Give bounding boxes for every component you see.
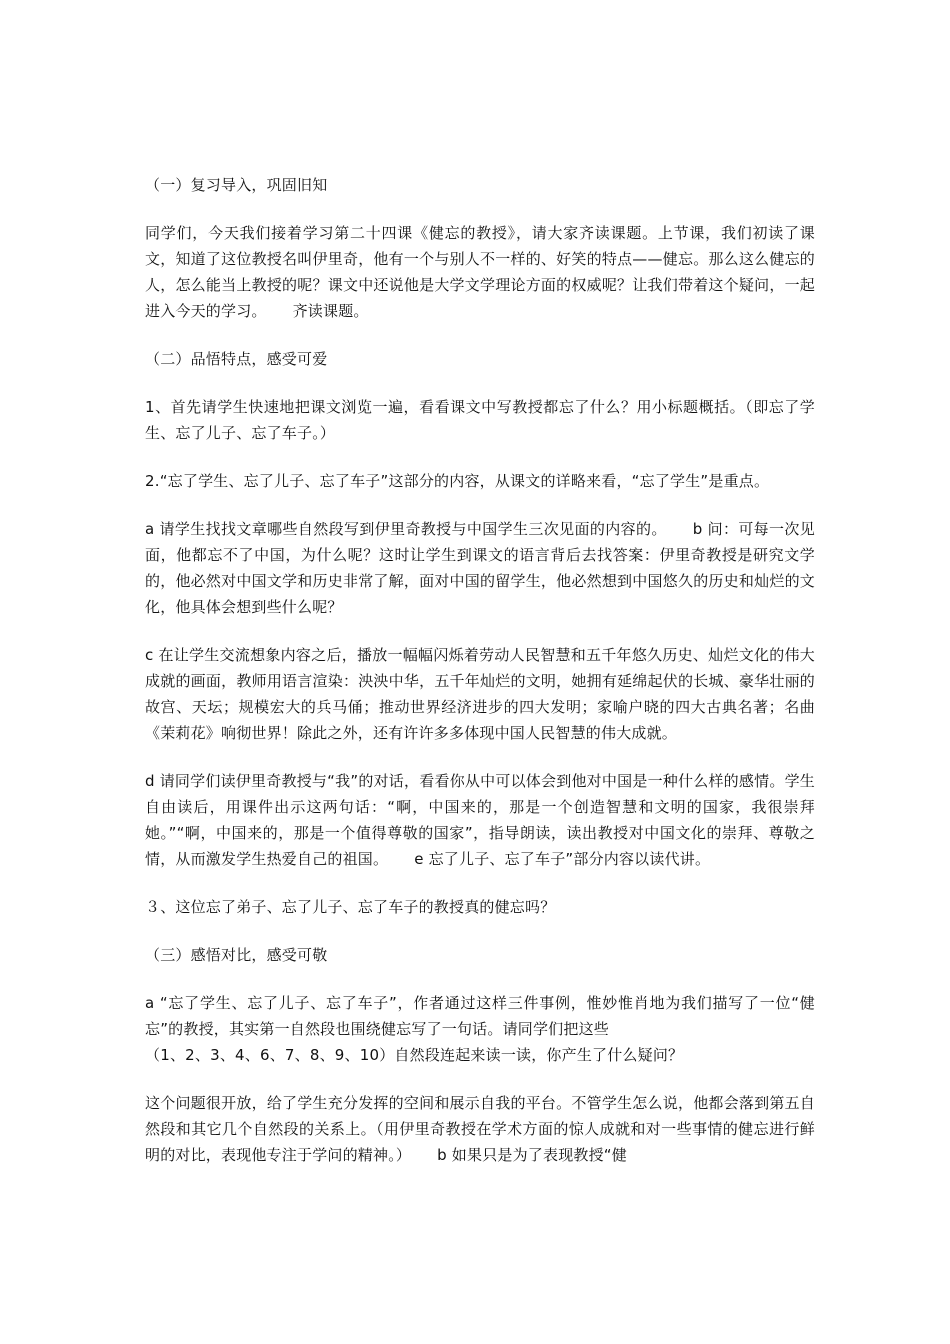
section3-item-a-line1: a “忘了学生、忘了儿子、忘了车子”，作者通过这样三件事例，惟妙惟肖地为我们描写了一位“健忘”的教授，其实第一自然段也围绕健忘写了一句话。请同学们把这些 <box>145 994 815 1038</box>
section2-heading: （二）品悟特点，感受可爱 <box>145 350 328 368</box>
section3-item-a-line2: （1、2、3、4、6、7、8、9、10）自然段连起来读一读，你产生了什么疑问？ <box>145 1046 684 1064</box>
item-2: 2.“忘了学生、忘了儿子、忘了车子”这部分的内容，从课文的详略来看，“忘了学生”是重点。 <box>145 472 770 490</box>
item-e-text: e 忘了儿子、忘了车子”部分内容以读代讲。 <box>414 850 711 868</box>
section1-paragraph <box>145 220 815 324</box>
item-c: c 在让学生交流想象内容之后，播放一幅幅闪烁着劳动人民智慧和五千年悠久历史、灿烂文化的伟大成就的画面，教师用语言渲染：泱泱中华，五千年灿烂的文明，她拥有延绵起伏的长城、豪华壮丽的故宫、天坛；规模宏大的兵马俑；推动世界经济进步的四大发明；家喻户晓的四大古典名著；名曲《茉莉花》响彻世界！除此之外，还有许许多多体现中国人民智慧的伟大成就。 <box>145 646 815 742</box>
section3-paragraph-text: 这个问题很开放，给了学生充分发挥的空间和展示自我的平台。不管学生怎么说，他都会落到第五自然段和其它几个自然段的关系上。（用伊里奇教授在学术方面的惊人成就和对一些事情的健忘进行鲜明的对比，表现他专注于学问的精神。） <box>145 1094 815 1164</box>
section3-item-a <box>145 990 815 1068</box>
item-b-text: b 问：可每一次见面，他都忘不了中国，为什么呢？这时让学生到课文的语言背后去找答案：伊里奇教授是研究文学的，他必然对中国文学和历史非常了解，面对中国的留学生，他必然想到中国悠久的历史和灿烂的文化，他具体会想到些什么呢？ <box>145 520 815 616</box>
document-body <box>145 172 815 1190</box>
section3-item-b-text: b 如果只是为了表现教授“健 <box>437 1146 627 1164</box>
section1-paragraph-text: 同学们，今天我们接着学习第二十四课《健忘的教授》，请大家齐读课题。上节课，我们初读了课文，知道了这位教授名叫伊里奇，他有一个与别人不一样的、好笑的特点——健忘。那么这么健忘的人，怎么能当上教授的呢？课文中还说他是大学文学理论方面的权威呢？让我们带着这个疑问，一起进入今天的学习。 <box>145 224 815 320</box>
section3-paragraph <box>145 1090 815 1168</box>
item-d-e <box>145 768 815 872</box>
item-3: ３、这位忘了弟子、忘了儿子、忘了车子的教授真的健忘吗？ <box>145 898 556 916</box>
item-1: 1、首先请学生快速地把课文浏览一遍，看看课文中写教授都忘了什么？用小标题概括。（即忘了学生、忘了儿子、忘了车子。） <box>145 398 815 442</box>
item-a-b <box>145 516 815 620</box>
section3-heading: （三）感悟对比，感受可敬 <box>145 946 328 964</box>
section1-paragraph-tail: 齐读课题。 <box>292 302 369 320</box>
item-d-text: d 请同学们读伊里奇教授与“我”的对话，看看你从中可以体会到他对中国是一种什么样的感情。学生自由读后，用课件出示这两句话：“啊，中国来的，那是一个创造智慧和文明的国家，我很崇拜她。”“啊，中国来的，那是一个值得尊敬的国家”，指导朗读，读出教授对中国文化的崇拜、尊敬之情，从而激发学生热爱自己的祖国。 <box>145 772 815 868</box>
section1-heading: （一）复习导入，巩固旧知 <box>145 176 328 194</box>
item-a-text: a 请学生找找文章哪些自然段写到伊里奇教授与中国学生三次见面的内容的。 <box>145 520 667 538</box>
